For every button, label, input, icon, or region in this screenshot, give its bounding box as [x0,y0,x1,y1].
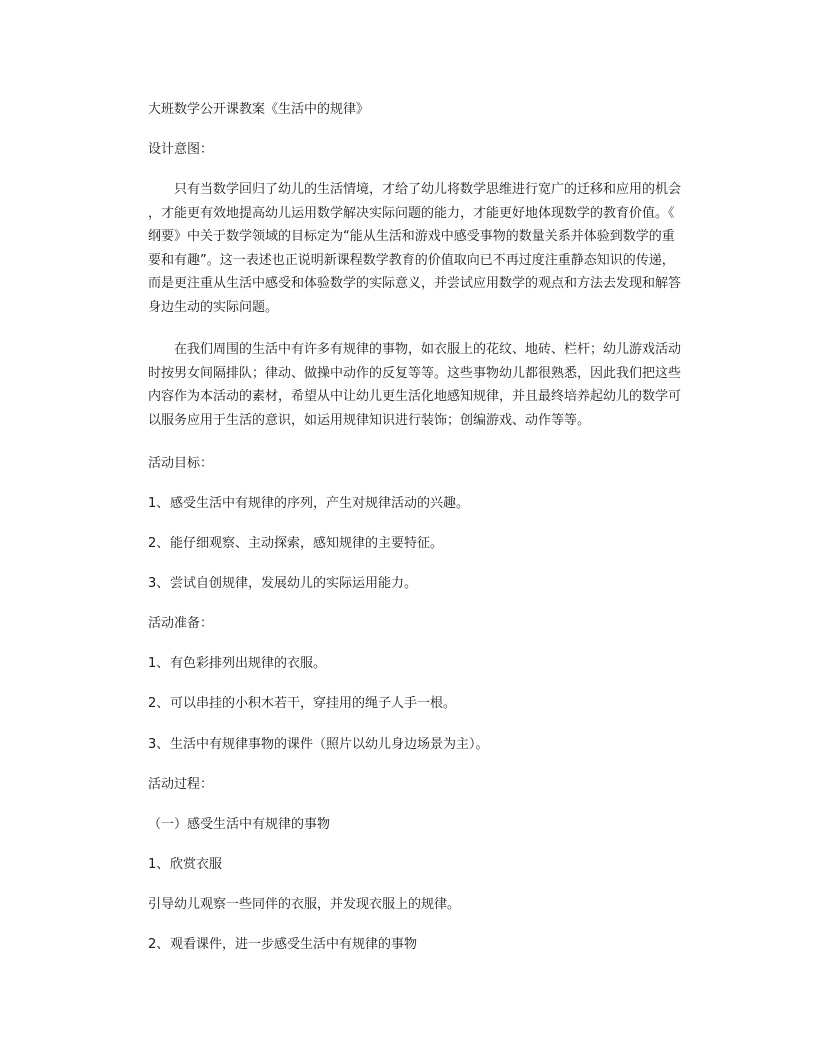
paragraph-line: ，才能更有效地提高幼儿运用数学解决实际问题的能力，才能更好地体现数学的教育价值。《 [148,205,675,221]
goal-text: 感受生活中有规律的序列，产生对规律活动的兴趣。 [170,496,470,511]
process-section-title: （一）感受生活中有规律的事物 [148,817,331,832]
paragraph-line: 以服务应用于生活的意识，如运用规律知识进行装饰；创编游戏、动作等等。 [148,412,591,428]
process-step [148,853,640,877]
paragraph-line: 在我们周围的生活中有许多有规律的事物，如衣服上的花纹、地砖、栏杆；幼儿游戏活动 [174,342,682,357]
prep-number: 2、 [148,696,170,711]
goal-number: 3、 [148,576,170,591]
goal-item [148,492,640,516]
prep-heading: 活动准备： [148,616,214,631]
paragraph-line: 而是更注重从生活中感受和体验数学的实际意义，并尝试应用数学的观点和方法去发现和解答 [148,276,682,291]
step-number: 1、 [148,857,170,872]
paragraph-line: 纲要》中关于数学领域的目标定为“能从生活和游戏中感受事物的数量关系并体验到数学的重 [148,229,675,244]
step-number: 2、 [148,937,170,952]
process-heading: 活动过程： [148,777,214,792]
goal-item [148,532,640,556]
prep-number: 1、 [148,656,170,671]
prep-text: 生活中有规律事物的课件（照片以幼儿身边场景为主）。 [170,737,489,752]
paragraph-line: 只有当数学回归了幼儿的生活情境，才给了幼儿将数学思维进行宽广的迁移和应用的机会 [174,182,682,197]
paragraph-line: 要和有趣”。这一表述也正说明新课程数学教育的价值取向已不再过度注重静态知识的传递， [148,252,675,268]
prep-number: 3、 [148,737,170,752]
process-step [148,933,640,957]
goal-item [148,572,640,596]
step-description: 引导幼儿观察一些同伴的衣服，并发现衣服上的规律。 [148,897,461,912]
design-heading: 设计意图： [148,142,214,157]
prep-item [148,652,640,676]
prep-text: 可以串挂的小积木若干，穿挂用的绳子人手一根。 [170,696,457,711]
design-paragraph-1 [148,178,692,319]
goal-number: 2、 [148,536,170,551]
design-paragraph-2 [148,338,692,432]
goals-heading: 活动目标： [148,456,214,471]
goal-text: 能仔细观察、主动探索，感知规律的主要特征。 [170,536,444,551]
goal-number: 1、 [148,496,170,511]
goal-text: 尝试自创规律，发展幼儿的实际运用能力。 [170,576,418,591]
prep-text: 有色彩排列出规律的衣服。 [170,656,327,671]
prep-item [148,692,640,716]
step-text: 欣赏衣服 [170,857,223,872]
paragraph-line: 身边生动的实际问题。 [148,299,279,315]
step-text: 观看课件，进一步感受生活中有规律的事物 [170,937,418,952]
paragraph-line: 时按男女间隔排队；律动、做操中动作的反复等等。这些事物幼儿都很熟悉，因此我们把这些 [148,365,682,381]
paragraph-line: 内容作为本活动的素材，希望从中让幼儿更生活化地感知规律，并且最终培养起幼儿的数学可 [148,389,682,404]
prep-item [148,733,640,757]
document-title: 大班数学公开课教案《生活中的规律》 [148,102,370,117]
